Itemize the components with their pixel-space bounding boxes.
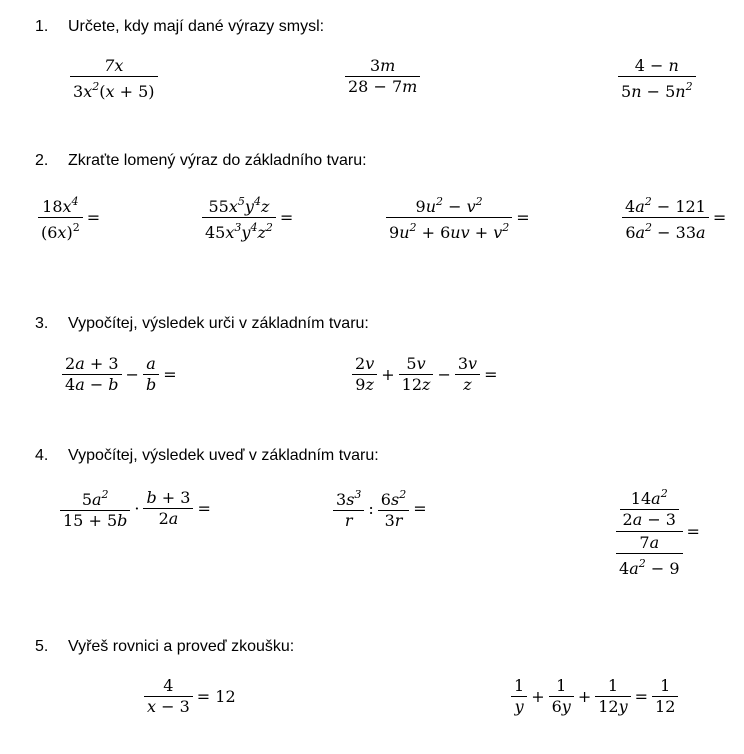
expression-1a: $\frac{7x}{3x^2(x + 5)}$ [70,56,158,102]
section-number: 5. [35,638,49,655]
section-title: Vypočítej, výsledek uveď v základním tvaru: [68,447,379,464]
section-title: Vypočítej, výsledek urči v základním tvaru: [68,315,369,332]
section-number: 3. [35,315,49,332]
expression-1c: $\frac{4 - n}{5n - 5n^2}$ [618,56,696,102]
expression-2b: $\frac{55x^5y^4z}{45x^3y^4z^2}$ = [202,192,297,243]
expression-2a: $\frac{18x^4}{(6x)^2}$ = [38,192,104,243]
expression-2c: $\frac{9u^2 - v^2}{9u^2 + 6uv + v^2}$ = [386,192,534,243]
section-number: 1. [35,18,49,35]
expression-4a: $\frac{5a^2}{15 + 5b}$ · $\frac{b + 3}{2a}$ = [60,485,215,531]
expression-2d: $\frac{4a^2 - 121}{6a^2 - 33a}$ = [622,192,730,243]
expression-1b: $\frac{3m}{28 - 7m}$ [345,56,420,97]
expression-5b: $\frac{1}{y}$ + $\frac{1}{6y}$ + $\frac{1}{12y}$ = $\frac{1}{12}$ [511,676,678,717]
section-title: Určete, kdy mají dané výrazy smysl: [68,18,325,35]
expression-5a: $\frac{4}{x - 3}$ = 12 [144,676,240,717]
expression-4c: $\frac{\frac{14a^2}{2a - 3}}{\frac{7a}{4a^2 - 9}}$ = [616,484,704,579]
expression-3a: $\frac{2a + 3}{4a - b}$ − $\frac{a}{b}$ = [62,354,181,395]
section-number: 4. [35,447,49,464]
section-title: Vyřeš rovnici a proveď zkoušku: [68,638,295,655]
section-title: Zkraťte lomený výraz do základního tvaru: [68,152,367,169]
section-number: 2. [35,152,49,169]
expression-3b: $\frac{2v}{9z}$ + $\frac{5v}{12z}$ − $\frac{3v}{z}$ = [352,354,501,395]
expression-4b: $\frac{3s^3}{r}$ : $\frac{6s^2}{3r}$ = [333,485,431,531]
